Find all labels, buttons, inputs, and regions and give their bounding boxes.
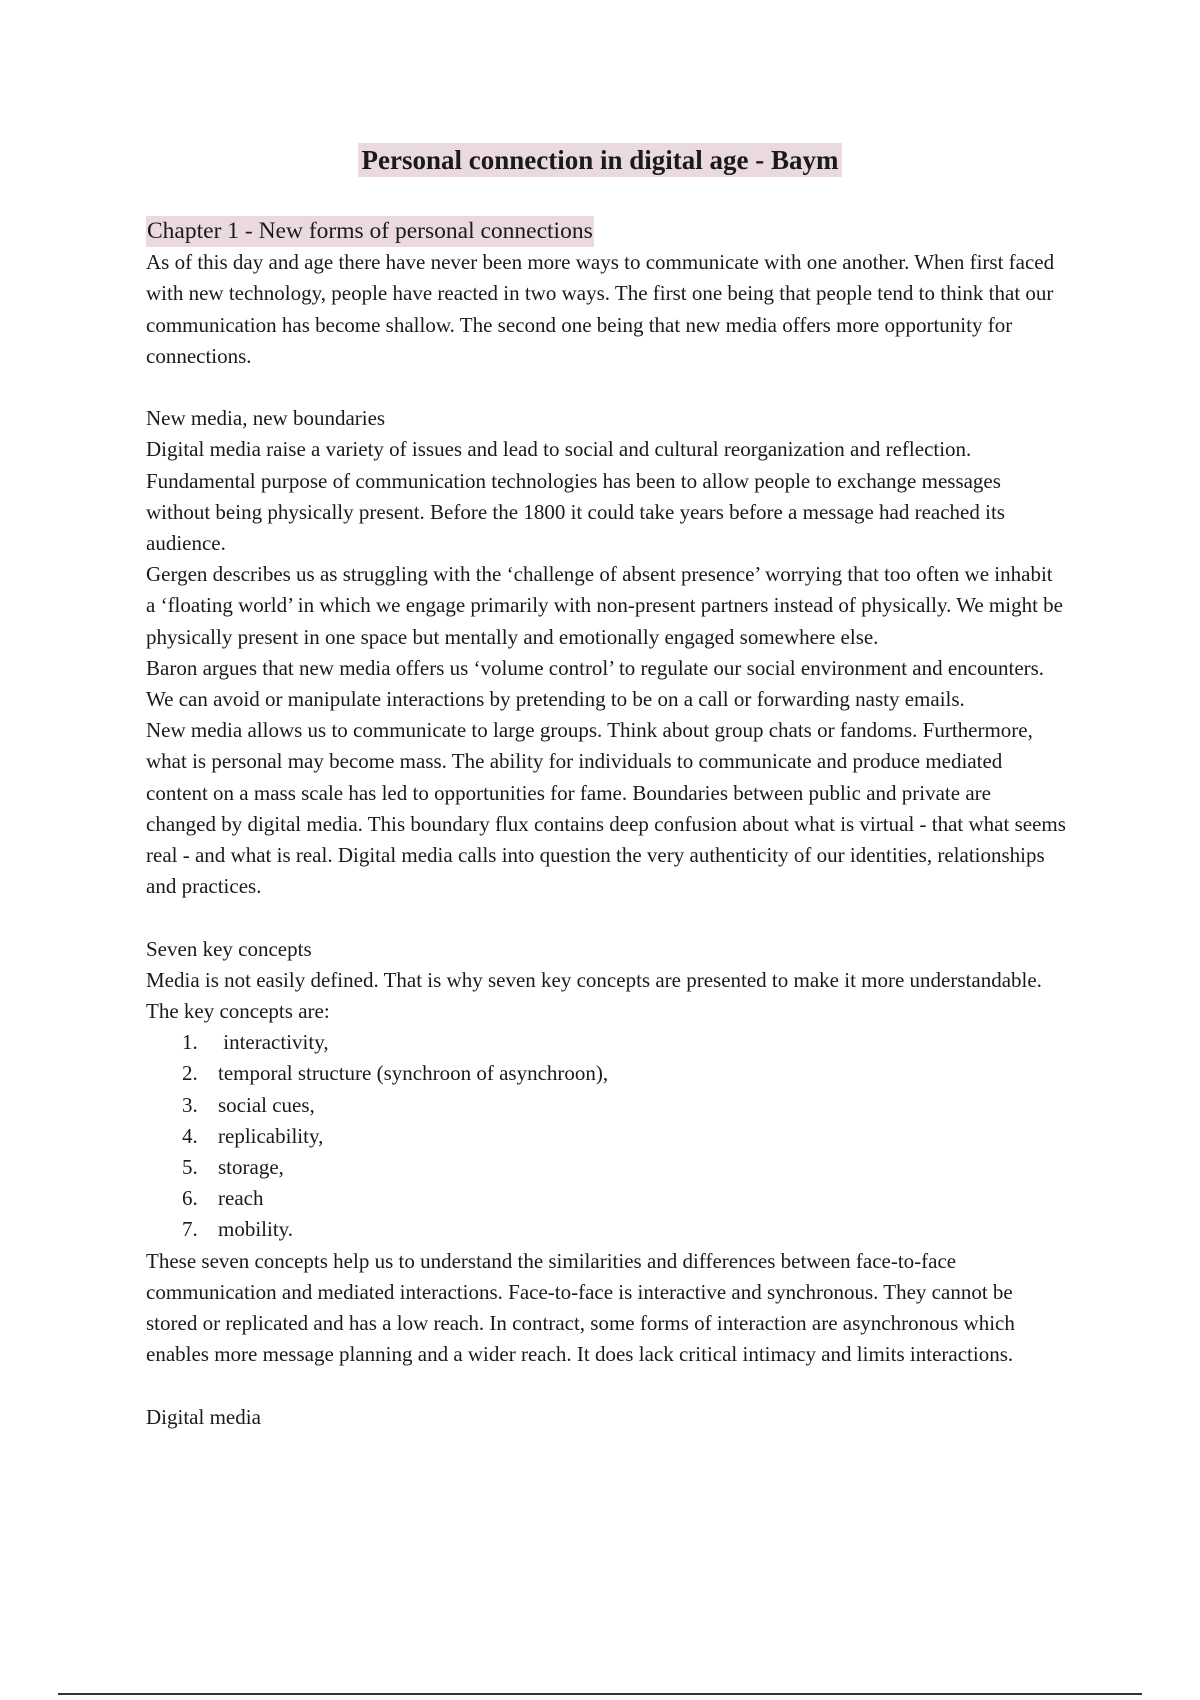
document-body — [146, 216, 1066, 1433]
chapter-heading: Chapter 1 - New forms of personal connections — [146, 216, 594, 247]
list-item — [146, 1152, 1066, 1183]
spacer — [146, 1370, 1066, 1401]
spacer — [146, 372, 1066, 403]
section-heading-digital-media: Digital media — [146, 1404, 261, 1429]
list-item — [146, 1058, 1066, 1089]
list-text: reach — [218, 1186, 264, 1211]
page-bottom-rule — [58, 1693, 1142, 1695]
concepts-list — [146, 1027, 1066, 1245]
list-text: storage, — [218, 1155, 284, 1180]
list-number: 5. — [182, 1155, 198, 1180]
list-item — [146, 1214, 1066, 1245]
title-wrapper — [0, 143, 1200, 177]
list-item — [146, 1121, 1066, 1152]
list-number: 6. — [182, 1186, 198, 1211]
list-number: 7. — [182, 1217, 198, 1242]
list-text: temporal structure (synchroon of asynchroon), — [218, 1061, 609, 1086]
paragraph: Gergen describes us as struggling with the ‘challenge of absent presence’ worrying that too often we inhabit a ‘floating world’ in which we engage primarily with non-present partners instead of physically. We might be physically present in one space but mentally and emotionally engaged somewhere else. — [146, 562, 1063, 649]
section-heading-concepts: Seven key concepts — [146, 936, 312, 961]
paragraph: Baron argues that new media offers us ‘volume control’ to regulate our social environment and encounters. We can avoid or manipulate interactions by pretending to be on a call or forwarding nasty emails. — [146, 655, 1045, 712]
list-text: mobility. — [218, 1217, 294, 1242]
list-item — [146, 1090, 1066, 1121]
list-number: 1. — [182, 1030, 198, 1055]
list-number: 4. — [182, 1123, 198, 1148]
list-number: 3. — [182, 1092, 198, 1117]
concepts-intro: Media is not easily defined. That is why seven key concepts are presented to make it more understandable. The key concepts are: — [146, 967, 1042, 1024]
paragraph: New media allows us to communicate to large groups. Think about group chats or fandoms. Furthermore, what is personal may become mass. The ability for individuals to communicate and produce mediated content on a mass scale has led to opportunities for fame. Boundaries between public and private are changed by digital media. This boundary flux contains deep confusion about what is virtual - that what seems real - and what is real. Digital media calls into question the very authenticity of our identities, relationships and practices. — [146, 718, 1066, 899]
intro-paragraph: As of this day and age there have never been more ways to communicate with one another. When first faced with new technology, people have reacted in two ways. The first one being that people tend to think that our communication has become shallow. The second one being that new media offers more opportunity for connections. — [146, 250, 1055, 368]
paragraph: Digital media raise a variety of issues and lead to social and cultural reorganization and reflection. Fundamental purpose of communication technologies has been to allow people to exchange messages without being physically present. Before the 1800 it could take years before a message had reached its audience. — [146, 437, 1005, 556]
list-number: 2. — [182, 1061, 198, 1086]
list-text: interactivity, — [218, 1030, 329, 1055]
list-item — [146, 1183, 1066, 1214]
spacer — [146, 902, 1066, 933]
list-item — [146, 1027, 1066, 1058]
concepts-closing: These seven concepts help us to understand the similarities and differences between face-to-face communication and mediated interactions. Face-to-face is interactive and synchronous. They cannot be stored or replicated and has a low reach. In contract, some forms of interaction are asynchronous which enables more message planning and a wider reach. It does lack critical intimacy and limits interactions. — [146, 1248, 1015, 1367]
document-title: Personal connection in digital age - Baym — [358, 143, 843, 177]
list-text: social cues, — [218, 1092, 315, 1117]
section-heading-boundaries: New media, new boundaries — [146, 406, 386, 431]
list-text: replicability, — [218, 1123, 324, 1148]
